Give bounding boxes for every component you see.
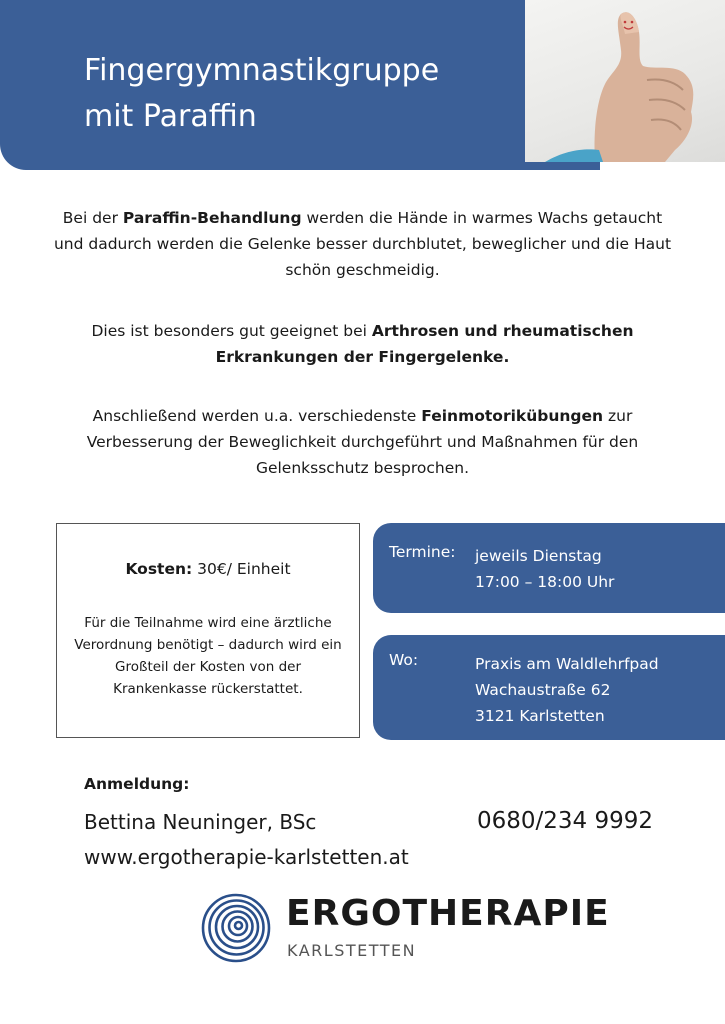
- emphasis-paraffin: Paraffin-Behandlung: [122, 209, 302, 227]
- termine-box: [373, 523, 725, 613]
- logo-title: ERGOTHERAPIE: [286, 893, 610, 934]
- intro-paragraph-2: Dies ist besonders gut geeignet bei Arthrosen und rheumatischen Erkrankungen der Fingergelenke.: [91, 322, 634, 366]
- intro-paragraph-3: Anschließend werden u.a. verschiedenste Feinmotorikübungen zur Verbesserung der Beweglichkeit durchgeführt und Maßnahmen für den Gelenksschutz besprochen.: [86, 407, 639, 477]
- termine-details: [475, 543, 614, 595]
- website-link[interactable]: www.ergotherapie-karlstetten.at: [84, 845, 409, 869]
- signup-label: Anmeldung:: [84, 775, 190, 793]
- termine-label: Termine:: [389, 543, 456, 561]
- termine-time: 17:00 – 18:00 Uhr: [475, 573, 615, 591]
- logo-subtitle: KARLSTETTEN: [287, 941, 417, 960]
- phone-number[interactable]: 0680/234 9992: [477, 808, 654, 834]
- termine-day: jeweils Dienstag: [475, 547, 602, 565]
- concentric-rings-logo-icon: [200, 892, 272, 964]
- intro-paragraph-1: Bei der Paraffin-Behandlung werden die Hände in warmes Wachs getaucht und dadurch werden die Gelenke besser durchblutet, beweglicher und die Haut schön geschmeidig.: [53, 209, 672, 279]
- cost-value: 30€/ Einheit: [192, 560, 291, 578]
- cost-box: [56, 523, 360, 738]
- location-name: Praxis am Waldlehrfpad: [475, 655, 659, 673]
- location-box: [373, 635, 725, 740]
- location-address: [475, 651, 659, 729]
- cost-line: [57, 560, 359, 578]
- thumbs-up-hand-icon: [525, 0, 725, 162]
- title-line-2: mit Paraffin: [84, 99, 257, 134]
- emphasis-arthrosen: Arthrosen und rheumatischen Erkrankungen der Fingergelenke.: [215, 322, 634, 366]
- emphasis-feinmotorik: Feinmotorikübungen: [421, 407, 604, 425]
- cost-label: Kosten:: [125, 560, 193, 578]
- header-banner: [0, 0, 600, 170]
- cost-note: Für die Teilnahme wird eine ärztliche Verordnung benötigt – dadurch wird ein Großteil der Kosten von der Krankenkasse rückerstattet.: [74, 615, 342, 697]
- thumbs-up-photo: [525, 0, 725, 162]
- location-street: Wachaustraße 62: [475, 681, 611, 699]
- page-title: [84, 48, 584, 140]
- contact-name: Bettina Neuninger, BSc: [84, 810, 317, 834]
- title-line-1: Fingergymnastikgruppe: [84, 53, 440, 88]
- location-label: Wo:: [389, 651, 419, 669]
- location-city: 3121 Karlstetten: [475, 707, 605, 725]
